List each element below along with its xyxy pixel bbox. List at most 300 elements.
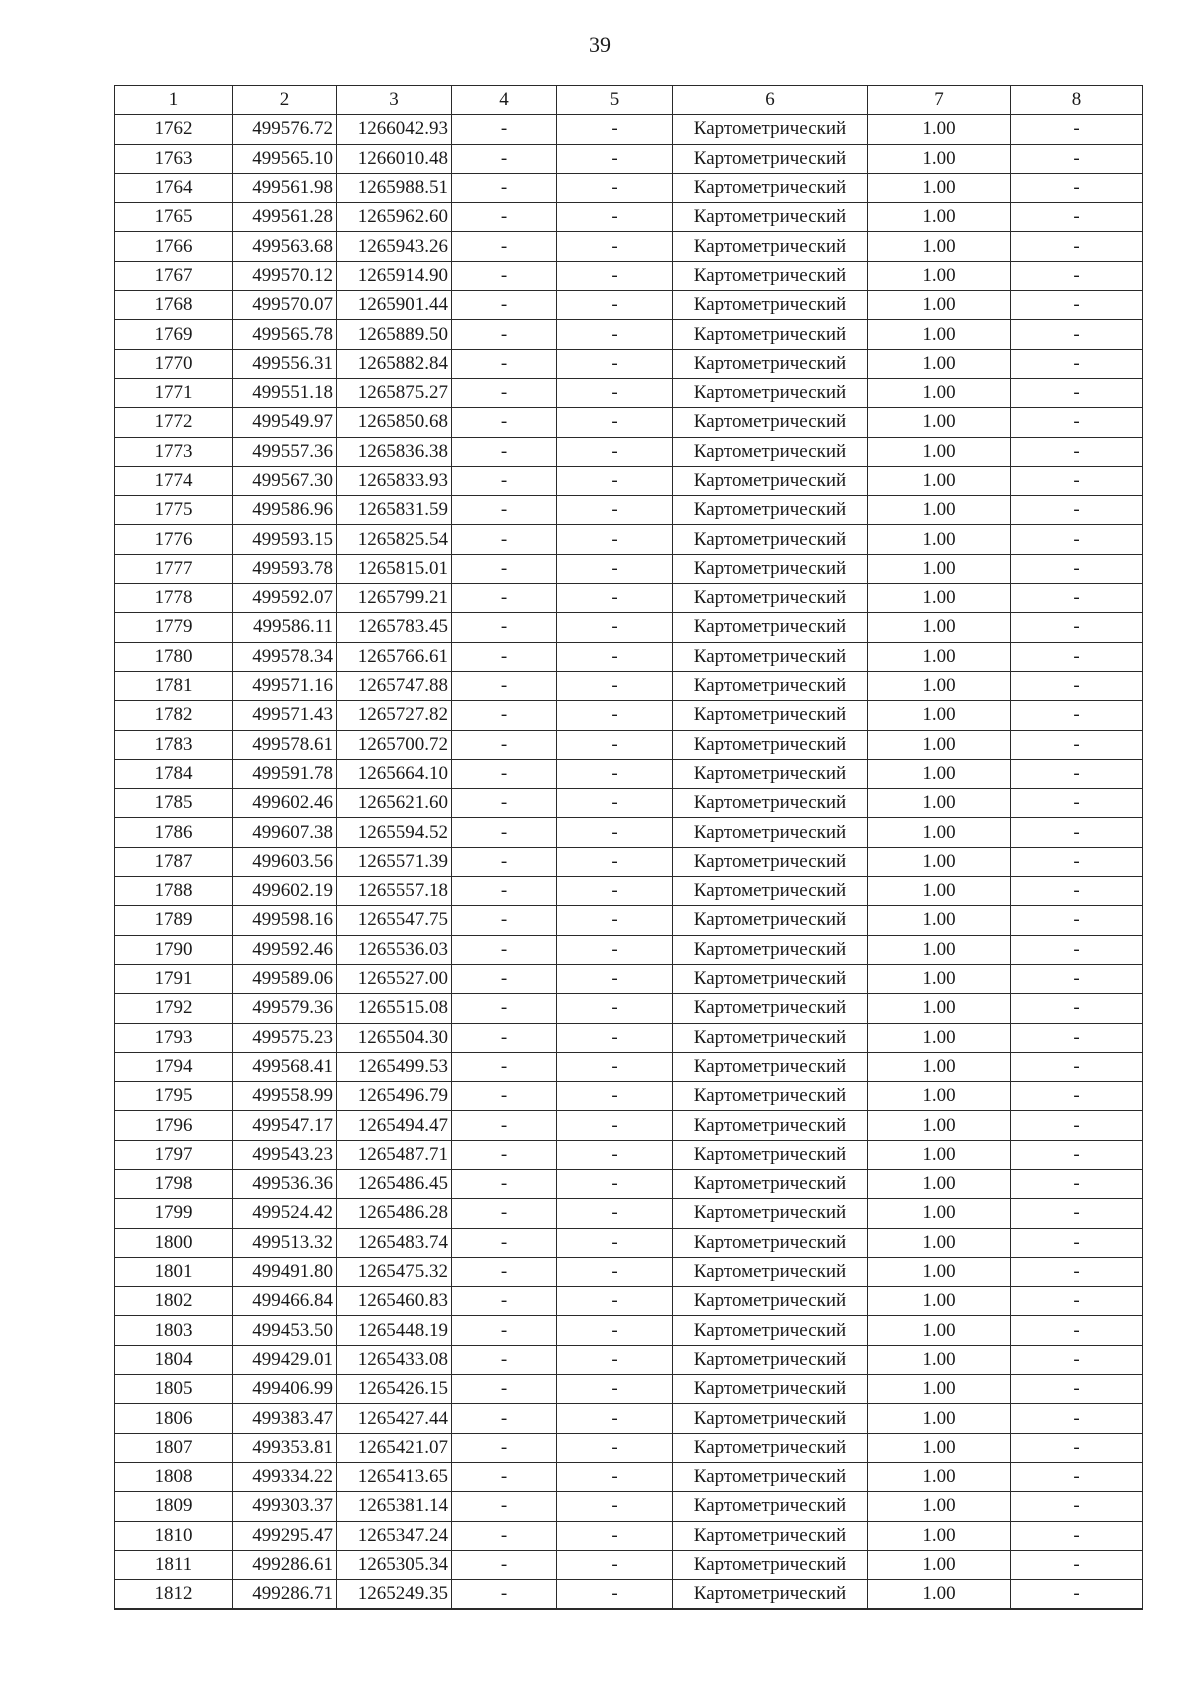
cell-col-5: - xyxy=(557,994,673,1023)
table-row xyxy=(115,466,1143,495)
cell-precision: 1.00 xyxy=(868,115,1011,144)
cell-col-5: - xyxy=(557,730,673,759)
cell-method: Картометрический xyxy=(673,525,868,554)
cell-coord-x: 499429.01 xyxy=(233,1345,337,1374)
cell-point-number: 1812 xyxy=(115,1580,233,1609)
cell-col-8: - xyxy=(1011,349,1143,378)
cell-coord-y: 1265700.72 xyxy=(337,730,452,759)
table-row xyxy=(115,554,1143,583)
cell-col-5: - xyxy=(557,115,673,144)
cell-point-number: 1767 xyxy=(115,261,233,290)
cell-point-number: 1773 xyxy=(115,437,233,466)
cell-coord-y: 1265347.24 xyxy=(337,1521,452,1550)
cell-precision: 1.00 xyxy=(868,1462,1011,1491)
cell-coord-x: 499567.30 xyxy=(233,466,337,495)
cell-point-number: 1801 xyxy=(115,1257,233,1286)
cell-point-number: 1771 xyxy=(115,378,233,407)
cell-point-number: 1787 xyxy=(115,847,233,876)
cell-precision: 1.00 xyxy=(868,1433,1011,1462)
cell-point-number: 1786 xyxy=(115,818,233,847)
cell-col-5: - xyxy=(557,1257,673,1286)
cell-col-4: - xyxy=(452,1433,557,1462)
table-row xyxy=(115,261,1143,290)
cell-coord-y: 1265882.84 xyxy=(337,349,452,378)
cell-col-8: - xyxy=(1011,1111,1143,1140)
cell-precision: 1.00 xyxy=(868,437,1011,466)
cell-point-number: 1763 xyxy=(115,144,233,173)
cell-method: Картометрический xyxy=(673,1521,868,1550)
cell-precision: 1.00 xyxy=(868,1550,1011,1579)
cell-col-5: - xyxy=(557,378,673,407)
cell-point-number: 1807 xyxy=(115,1433,233,1462)
cell-col-8: - xyxy=(1011,1316,1143,1345)
cell-col-4: - xyxy=(452,232,557,261)
cell-method: Картометрический xyxy=(673,877,868,906)
cell-precision: 1.00 xyxy=(868,613,1011,642)
cell-method: Картометрический xyxy=(673,759,868,788)
cell-coord-x: 499558.99 xyxy=(233,1082,337,1111)
table-row xyxy=(115,789,1143,818)
cell-point-number: 1764 xyxy=(115,173,233,202)
cell-method: Картометрический xyxy=(673,1287,868,1316)
cell-col-8: - xyxy=(1011,935,1143,964)
cell-col-8: - xyxy=(1011,730,1143,759)
cell-col-5: - xyxy=(557,1462,673,1491)
cell-col-4: - xyxy=(452,115,557,144)
cell-coord-y: 1265527.00 xyxy=(337,964,452,993)
table-row xyxy=(115,613,1143,642)
cell-col-4: - xyxy=(452,525,557,554)
table-header-row xyxy=(115,86,1143,115)
table-row xyxy=(115,1169,1143,1198)
cell-coord-y: 1265664.10 xyxy=(337,759,452,788)
cell-col-4: - xyxy=(452,759,557,788)
cell-precision: 1.00 xyxy=(868,671,1011,700)
cell-coord-y: 1266010.48 xyxy=(337,144,452,173)
cell-precision: 1.00 xyxy=(868,1082,1011,1111)
cell-col-8: - xyxy=(1011,1257,1143,1286)
cell-col-4: - xyxy=(452,144,557,173)
cell-precision: 1.00 xyxy=(868,701,1011,730)
table-row xyxy=(115,1287,1143,1316)
cell-precision: 1.00 xyxy=(868,994,1011,1023)
cell-method: Картометрический xyxy=(673,1111,868,1140)
cell-col-5: - xyxy=(557,935,673,964)
cell-method: Картометрический xyxy=(673,291,868,320)
cell-method: Картометрический xyxy=(673,1082,868,1111)
cell-precision: 1.00 xyxy=(868,496,1011,525)
cell-col-8: - xyxy=(1011,789,1143,818)
cell-col-4: - xyxy=(452,584,557,613)
table-row xyxy=(115,1580,1143,1609)
cell-col-8: - xyxy=(1011,1580,1143,1609)
cell-method: Картометрический xyxy=(673,789,868,818)
cell-col-5: - xyxy=(557,789,673,818)
cell-method: Картометрический xyxy=(673,261,868,290)
cell-coord-y: 1265747.88 xyxy=(337,671,452,700)
table-row xyxy=(115,1052,1143,1081)
cell-precision: 1.00 xyxy=(868,173,1011,202)
cell-col-5: - xyxy=(557,906,673,935)
table-row xyxy=(115,115,1143,144)
cell-coord-x: 499592.46 xyxy=(233,935,337,964)
cell-col-5: - xyxy=(557,818,673,847)
cell-coord-x: 499575.23 xyxy=(233,1023,337,1052)
cell-col-5: - xyxy=(557,1404,673,1433)
column-header-3: 3 xyxy=(337,86,452,115)
cell-col-8: - xyxy=(1011,1521,1143,1550)
cell-col-5: - xyxy=(557,1492,673,1521)
table-row xyxy=(115,496,1143,525)
cell-col-5: - xyxy=(557,964,673,993)
cell-col-8: - xyxy=(1011,291,1143,320)
cell-col-5: - xyxy=(557,1375,673,1404)
cell-coord-y: 1265381.14 xyxy=(337,1492,452,1521)
cell-precision: 1.00 xyxy=(868,818,1011,847)
cell-col-8: - xyxy=(1011,584,1143,613)
cell-method: Картометрический xyxy=(673,173,868,202)
cell-col-8: - xyxy=(1011,554,1143,583)
table-row xyxy=(115,320,1143,349)
table-row xyxy=(115,1492,1143,1521)
cell-precision: 1.00 xyxy=(868,525,1011,554)
table-row xyxy=(115,701,1143,730)
cell-method: Картометрический xyxy=(673,584,868,613)
cell-point-number: 1789 xyxy=(115,906,233,935)
cell-coord-x: 499586.96 xyxy=(233,496,337,525)
cell-col-5: - xyxy=(557,1521,673,1550)
cell-coord-y: 1265727.82 xyxy=(337,701,452,730)
cell-precision: 1.00 xyxy=(868,730,1011,759)
cell-col-5: - xyxy=(557,261,673,290)
cell-precision: 1.00 xyxy=(868,877,1011,906)
cell-coord-x: 499549.97 xyxy=(233,408,337,437)
cell-col-4: - xyxy=(452,378,557,407)
cell-coord-x: 499303.37 xyxy=(233,1492,337,1521)
cell-col-4: - xyxy=(452,789,557,818)
cell-precision: 1.00 xyxy=(868,906,1011,935)
cell-col-5: - xyxy=(557,173,673,202)
cell-col-4: - xyxy=(452,203,557,232)
cell-point-number: 1780 xyxy=(115,642,233,671)
cell-method: Картометрический xyxy=(673,496,868,525)
cell-coord-y: 1265515.08 xyxy=(337,994,452,1023)
cell-col-5: - xyxy=(557,642,673,671)
cell-precision: 1.00 xyxy=(868,232,1011,261)
cell-coord-x: 499556.31 xyxy=(233,349,337,378)
table-row xyxy=(115,1023,1143,1052)
table-row xyxy=(115,847,1143,876)
cell-precision: 1.00 xyxy=(868,1316,1011,1345)
cell-col-8: - xyxy=(1011,408,1143,437)
cell-coord-x: 499568.41 xyxy=(233,1052,337,1081)
cell-point-number: 1790 xyxy=(115,935,233,964)
cell-col-5: - xyxy=(557,1228,673,1257)
cell-coord-y: 1265421.07 xyxy=(337,1433,452,1462)
cell-coord-y: 1265571.39 xyxy=(337,847,452,876)
cell-col-8: - xyxy=(1011,173,1143,202)
cell-coord-x: 499561.28 xyxy=(233,203,337,232)
cell-precision: 1.00 xyxy=(868,408,1011,437)
cell-col-5: - xyxy=(557,232,673,261)
cell-point-number: 1800 xyxy=(115,1228,233,1257)
cell-method: Картометрический xyxy=(673,1345,868,1374)
cell-col-5: - xyxy=(557,671,673,700)
cell-precision: 1.00 xyxy=(868,1199,1011,1228)
cell-col-4: - xyxy=(452,1345,557,1374)
cell-coord-y: 1265850.68 xyxy=(337,408,452,437)
cell-coord-x: 499586.11 xyxy=(233,613,337,642)
cell-point-number: 1772 xyxy=(115,408,233,437)
table-row xyxy=(115,1521,1143,1550)
cell-coord-x: 499578.34 xyxy=(233,642,337,671)
table-row xyxy=(115,1228,1143,1257)
cell-coord-x: 499513.32 xyxy=(233,1228,337,1257)
cell-col-5: - xyxy=(557,349,673,378)
cell-precision: 1.00 xyxy=(868,789,1011,818)
cell-point-number: 1775 xyxy=(115,496,233,525)
cell-coord-y: 1265487.71 xyxy=(337,1140,452,1169)
cell-precision: 1.00 xyxy=(868,378,1011,407)
cell-point-number: 1776 xyxy=(115,525,233,554)
table-row xyxy=(115,994,1143,1023)
table-row xyxy=(115,906,1143,935)
cell-precision: 1.00 xyxy=(868,642,1011,671)
cell-col-5: - xyxy=(557,437,673,466)
cell-col-4: - xyxy=(452,466,557,495)
cell-point-number: 1811 xyxy=(115,1550,233,1579)
cell-col-5: - xyxy=(557,1345,673,1374)
cell-method: Картометрический xyxy=(673,1375,868,1404)
cell-col-4: - xyxy=(452,261,557,290)
cell-col-4: - xyxy=(452,291,557,320)
cell-method: Картометрический xyxy=(673,144,868,173)
cell-col-8: - xyxy=(1011,964,1143,993)
cell-col-5: - xyxy=(557,759,673,788)
cell-coord-x: 499589.06 xyxy=(233,964,337,993)
table-row xyxy=(115,1345,1143,1374)
cell-coord-x: 499570.12 xyxy=(233,261,337,290)
cell-coord-y: 1265504.30 xyxy=(337,1023,452,1052)
cell-precision: 1.00 xyxy=(868,554,1011,583)
cell-point-number: 1798 xyxy=(115,1169,233,1198)
cell-col-4: - xyxy=(452,847,557,876)
cell-precision: 1.00 xyxy=(868,1228,1011,1257)
table-row xyxy=(115,584,1143,613)
cell-point-number: 1791 xyxy=(115,964,233,993)
cell-coord-x: 499576.72 xyxy=(233,115,337,144)
cell-coord-y: 1265783.45 xyxy=(337,613,452,642)
cell-col-5: - xyxy=(557,554,673,583)
cell-col-4: - xyxy=(452,964,557,993)
cell-coord-x: 499607.38 xyxy=(233,818,337,847)
table-row xyxy=(115,1462,1143,1491)
cell-coord-x: 499602.46 xyxy=(233,789,337,818)
cell-precision: 1.00 xyxy=(868,1375,1011,1404)
cell-point-number: 1797 xyxy=(115,1140,233,1169)
table-row xyxy=(115,1082,1143,1111)
cell-col-8: - xyxy=(1011,1492,1143,1521)
cell-col-4: - xyxy=(452,408,557,437)
cell-method: Картометрический xyxy=(673,730,868,759)
cell-precision: 1.00 xyxy=(868,466,1011,495)
cell-method: Картометрический xyxy=(673,1228,868,1257)
cell-col-4: - xyxy=(452,1023,557,1052)
table-row xyxy=(115,525,1143,554)
cell-coord-y: 1265483.74 xyxy=(337,1228,452,1257)
cell-col-8: - xyxy=(1011,818,1143,847)
cell-col-5: - xyxy=(557,1316,673,1345)
cell-col-5: - xyxy=(557,1287,673,1316)
column-header-4: 4 xyxy=(452,86,557,115)
cell-precision: 1.00 xyxy=(868,964,1011,993)
cell-method: Картометрический xyxy=(673,349,868,378)
cell-coord-y: 1265413.65 xyxy=(337,1462,452,1491)
cell-coord-y: 1265305.34 xyxy=(337,1550,452,1579)
cell-coord-x: 499603.56 xyxy=(233,847,337,876)
cell-method: Картометрический xyxy=(673,1023,868,1052)
cell-coord-y: 1265433.08 xyxy=(337,1345,452,1374)
table-row xyxy=(115,935,1143,964)
table-row xyxy=(115,1550,1143,1579)
cell-coord-x: 499551.18 xyxy=(233,378,337,407)
cell-col-5: - xyxy=(557,1199,673,1228)
cell-coord-x: 499353.81 xyxy=(233,1433,337,1462)
cell-coord-y: 1265536.03 xyxy=(337,935,452,964)
table-row xyxy=(115,1257,1143,1286)
cell-col-8: - xyxy=(1011,701,1143,730)
cell-col-4: - xyxy=(452,1316,557,1345)
cell-coord-y: 1265621.60 xyxy=(337,789,452,818)
cell-col-8: - xyxy=(1011,1140,1143,1169)
cell-precision: 1.00 xyxy=(868,1257,1011,1286)
table-row xyxy=(115,877,1143,906)
cell-coord-x: 499579.36 xyxy=(233,994,337,1023)
cell-col-8: - xyxy=(1011,906,1143,935)
cell-point-number: 1770 xyxy=(115,349,233,378)
cell-col-4: - xyxy=(452,1462,557,1491)
cell-col-4: - xyxy=(452,1580,557,1609)
cell-method: Картометрический xyxy=(673,1169,868,1198)
cell-point-number: 1784 xyxy=(115,759,233,788)
cell-coord-y: 1265943.26 xyxy=(337,232,452,261)
table-row xyxy=(115,232,1143,261)
cell-col-4: - xyxy=(452,613,557,642)
cell-coord-x: 499543.23 xyxy=(233,1140,337,1169)
cell-point-number: 1794 xyxy=(115,1052,233,1081)
cell-col-8: - xyxy=(1011,1082,1143,1111)
column-header-5: 5 xyxy=(557,86,673,115)
cell-col-4: - xyxy=(452,173,557,202)
cell-point-number: 1785 xyxy=(115,789,233,818)
cell-coord-y: 1265499.53 xyxy=(337,1052,452,1081)
cell-col-4: - xyxy=(452,437,557,466)
cell-point-number: 1795 xyxy=(115,1082,233,1111)
cell-coord-x: 499593.15 xyxy=(233,525,337,554)
cell-method: Картометрический xyxy=(673,466,868,495)
cell-method: Картометрический xyxy=(673,613,868,642)
cell-method: Картометрический xyxy=(673,1462,868,1491)
cell-coord-y: 1265594.52 xyxy=(337,818,452,847)
cell-col-4: - xyxy=(452,320,557,349)
cell-method: Картометрический xyxy=(673,1580,868,1609)
cell-method: Картометрический xyxy=(673,408,868,437)
cell-precision: 1.00 xyxy=(868,1580,1011,1609)
cell-coord-y: 1265889.50 xyxy=(337,320,452,349)
cell-col-5: - xyxy=(557,1580,673,1609)
cell-coord-y: 1265831.59 xyxy=(337,496,452,525)
cell-col-8: - xyxy=(1011,466,1143,495)
cell-coord-y: 1265557.18 xyxy=(337,877,452,906)
cell-precision: 1.00 xyxy=(868,291,1011,320)
cell-point-number: 1808 xyxy=(115,1462,233,1491)
cell-method: Картометрический xyxy=(673,1052,868,1081)
cell-coord-x: 499286.61 xyxy=(233,1550,337,1579)
cell-method: Картометрический xyxy=(673,1492,868,1521)
cell-method: Картометрический xyxy=(673,437,868,466)
cell-coord-y: 1265460.83 xyxy=(337,1287,452,1316)
cell-col-4: - xyxy=(452,730,557,759)
table-row xyxy=(115,759,1143,788)
cell-method: Картометрический xyxy=(673,1199,868,1228)
cell-point-number: 1802 xyxy=(115,1287,233,1316)
cell-coord-y: 1265815.01 xyxy=(337,554,452,583)
cell-col-8: - xyxy=(1011,525,1143,554)
cell-point-number: 1768 xyxy=(115,291,233,320)
cell-coord-y: 1265988.51 xyxy=(337,173,452,202)
cell-coord-y: 1265833.93 xyxy=(337,466,452,495)
cell-col-4: - xyxy=(452,554,557,583)
cell-coord-y: 1265962.60 xyxy=(337,203,452,232)
table-row xyxy=(115,642,1143,671)
cell-col-4: - xyxy=(452,1082,557,1111)
cell-col-8: - xyxy=(1011,203,1143,232)
cell-col-4: - xyxy=(452,671,557,700)
cell-col-8: - xyxy=(1011,1550,1143,1579)
cell-col-5: - xyxy=(557,291,673,320)
cell-precision: 1.00 xyxy=(868,1345,1011,1374)
cell-col-5: - xyxy=(557,1052,673,1081)
cell-precision: 1.00 xyxy=(868,1287,1011,1316)
cell-coord-x: 499563.68 xyxy=(233,232,337,261)
cell-precision: 1.00 xyxy=(868,1492,1011,1521)
cell-col-4: - xyxy=(452,994,557,1023)
table-row xyxy=(115,1140,1143,1169)
cell-col-4: - xyxy=(452,1052,557,1081)
cell-col-8: - xyxy=(1011,1199,1143,1228)
cell-precision: 1.00 xyxy=(868,1169,1011,1198)
cell-coord-x: 499295.47 xyxy=(233,1521,337,1550)
cell-precision: 1.00 xyxy=(868,1140,1011,1169)
cell-point-number: 1793 xyxy=(115,1023,233,1052)
cell-coord-x: 499334.22 xyxy=(233,1462,337,1491)
cell-col-4: - xyxy=(452,1521,557,1550)
cell-point-number: 1783 xyxy=(115,730,233,759)
cell-coord-x: 499524.42 xyxy=(233,1199,337,1228)
cell-point-number: 1805 xyxy=(115,1375,233,1404)
cell-col-5: - xyxy=(557,144,673,173)
cell-method: Картометрический xyxy=(673,964,868,993)
cell-coord-x: 499491.80 xyxy=(233,1257,337,1286)
cell-col-8: - xyxy=(1011,378,1143,407)
table-row xyxy=(115,964,1143,993)
cell-col-5: - xyxy=(557,1023,673,1052)
cell-col-8: - xyxy=(1011,994,1143,1023)
cell-coord-y: 1265825.54 xyxy=(337,525,452,554)
cell-method: Картометрический xyxy=(673,818,868,847)
table-row xyxy=(115,378,1143,407)
cell-col-4: - xyxy=(452,1228,557,1257)
